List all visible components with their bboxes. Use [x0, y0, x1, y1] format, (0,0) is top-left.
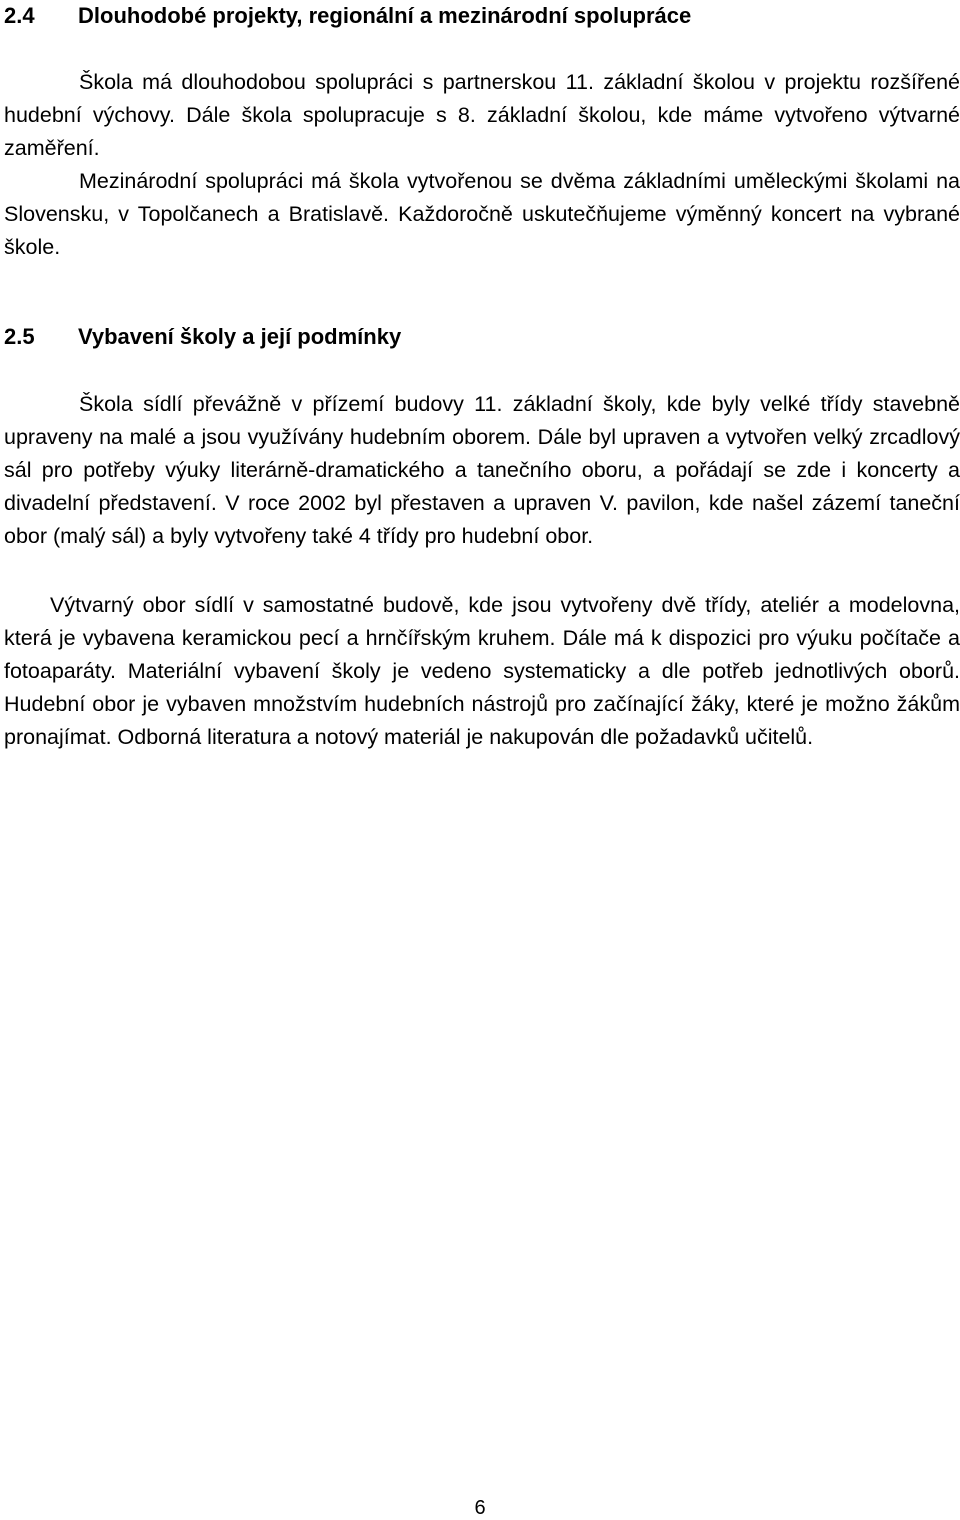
- section-number: 2.5: [4, 324, 35, 349]
- section-title: Vybavení školy a její podmínky: [78, 324, 402, 349]
- paragraph-premises: Škola sídlí převážně v přízemí budovy 11. základní školy, kde byly velké třídy stavebně upraveny na malé a jsou využívány hudebním oborem. Dále byl upraven a vytvořen velký zrcadlový sál pro potřeby výuky literárně-dramatického a tanečního oboru, a pořádají se zde i koncerty a divadelní představení. V roce 2002 byl přestaven a upraven V. pavilon, kde našel zázemí taneční obor (malý sál) a byly vytvořeny také 4 třídy pro hudební obor.: [4, 392, 960, 548]
- section-title: Dlouhodobé projekty, regionální a mezinárodní spolupráce: [78, 3, 692, 28]
- section-number: 2.4: [4, 3, 35, 28]
- paragraph-partnership: Škola má dlouhodobou spolupráci s partnerskou 11. základní školou v projektu rozšířené hudební výchovy. Dále škola spolupracuje s 8. základní školou, kde máme vytvořeno výtvarné zaměření.: [4, 70, 960, 160]
- section-heading-2-4: [4, 2, 691, 30]
- paragraph-equipment: Výtvarný obor sídlí v samostatné budově, kde jsou vytvořeny dvě třídy, ateliér a modelovna, která je vybavena keramickou pecí a hrnčířským kruhem. Dále má k dispozici pro výuku počítače a fotoaparáty. Materiální vybavení školy je vedeno systematicky a dle potřeb jednotlivých oborů. Hudební obor je vybaven množstvím hudebních nástrojů pro začínající žáky, které je možno žákům pronajímat. Odborná literatura a notový materiál je nakupován dle požadavků učitelů.: [4, 593, 960, 749]
- page-number: 6: [474, 1497, 486, 1519]
- paragraph-international: Mezinárodní spolupráci má škola vytvořenou se dvěma základními uměleckými školami na Slovensku, v Topolčanech a Bratislavě. Každoročně uskutečňujeme výměnný koncert na vybrané škole.: [4, 169, 960, 259]
- section-heading-2-5: [4, 323, 401, 351]
